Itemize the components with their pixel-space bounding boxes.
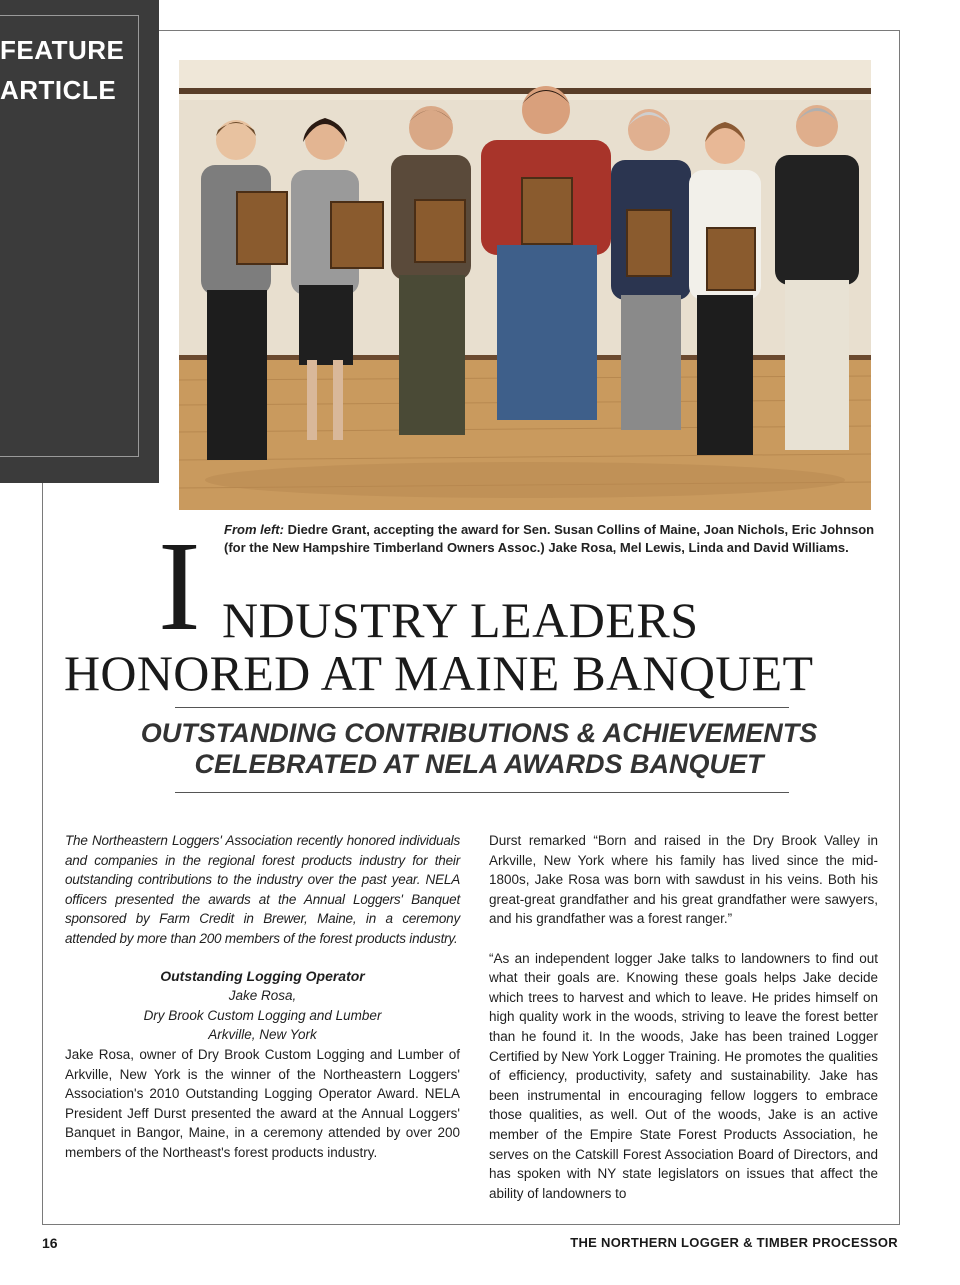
feature-tab: [0, 0, 159, 483]
body-paragraph: Durst remarked “Born and raised in the Dry Brook Valley in Arkville, New York where his family has lived since the mid-1800s, Jake Rosa was born with sawdust in his veins. Both his great-great grandfather and his great grandfather were sawyers, and his grandfather was a forest ranger.”: [489, 833, 878, 927]
award-photo: [179, 60, 871, 510]
body-paragraph: Jake Rosa, owner of Dry Brook Custom Logging and Lumber of Arkville, New York is the winner of the Northeastern Loggers' Association's 2010 Outstanding Logging Operator Award. NELA President Jeff Durst presented the award at the Annual Loggers' Banquet in Bangor, Maine, in a ceremony attended by over 200 members of the Northeast's forest products industry.: [65, 1046, 460, 1160]
section-label: FEATURE ARTICLE: [0, 35, 125, 105]
award-title: Outstanding Logging Operator: [160, 967, 365, 984]
article-column-left: [65, 831, 460, 1163]
award-location: Arkville, New York: [208, 1027, 317, 1043]
subhead-rule-top: [175, 707, 789, 708]
publication-name: THE NORTHERN LOGGER & TIMBER PROCESSOR: [570, 1235, 898, 1250]
award-company: Dry Brook Custom Logging and Lumber: [143, 1007, 382, 1023]
award-recipient: Jake Rosa,: [228, 988, 297, 1004]
body-paragraph: “As an independent logger Jake talks to landowners to find out what their goals are. Knowing these goals helps Jake decide which trees to harvest and which to leave. He prides himself on high quality work in the woods, striving to leave the forest better than he found it. In the woods, Jake has been trained Logger Certified by New York Logger Training. He promotes the qualities of efficiency, productivity, safety and sustainability. Jake has been instrumental in encouraging fellow loggers to embrace those qualities, as well. Out of the woods, Jake is an active member of the Empire State Forest Products Association, he serves on the Catskill Forest Association Board of Directors, and has spoken with NY state legislators on issues that affect the ability of landowners to: [489, 950, 878, 1201]
drop-cap: I: [158, 515, 201, 657]
caption-lead: From left:: [224, 522, 284, 537]
headline-line-2: HONORED AT MAINE BANQUET: [64, 645, 814, 701]
article-column-right: [489, 831, 878, 1203]
page-number: 16: [42, 1235, 58, 1251]
intro-paragraph: The Northeastern Loggers' Association recently honored individuals and companies in the regional forest products industry for their outstanding contributions to the industry over the past year. NELA officers presented the awards at the Annual Loggers' Banquet sponsored by Farm Credit in Brewer, Maine, in a ceremony attended by more than 200 members of the forest products industry.: [65, 833, 460, 946]
photo-caption: [224, 521, 876, 556]
headline-line-1: NDUSTRY LEADERS: [222, 592, 699, 648]
subheadline: OUTSTANDING CONTRIBUTIONS & ACHIEVEMENTS CELEBRATED AT NELA AWARDS BANQUET: [140, 718, 818, 779]
subhead-rule-bottom: [175, 792, 789, 793]
caption-text: Diedre Grant, accepting the award for Sen. Susan Collins of Maine, Joan Nichols, Eric Johnson (for the New Hampshire Timberland Owners Assoc.) Jake Rosa, Mel Lewis, Linda and David Williams.: [224, 522, 875, 555]
award-block: [65, 967, 460, 1045]
